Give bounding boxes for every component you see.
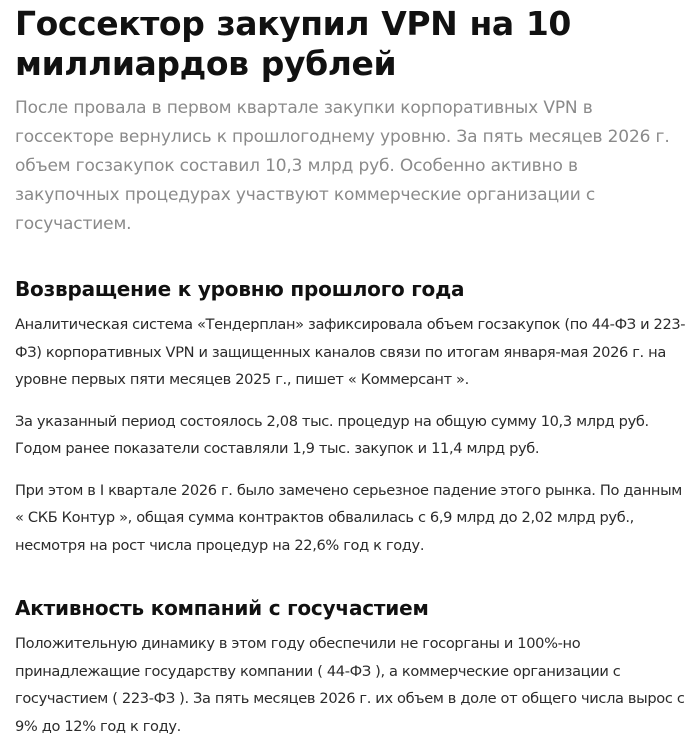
section-title: Возвращение к уровню прошлого года xyxy=(15,277,465,301)
article-lead: После провала в первом квартале закупки корпоративных VPN в госсекторе вернулись к прошлогоднему уровню. За пять месяцев 2026 г. объем госзакупок составил 10,3 млрд руб. Особенно активно в закупочных процедурах участвуют коммерческие организации с госучастием. xyxy=(15,98,670,234)
paragraph: При этом в I квартале 2026 г. было замечено серьезное падение этого рынка. По данным « СКБ Контур », общая сумма контрактов обвалилась с 6,9 млрд до 2,02 млрд руб., несмотря на рост числа процедур на 22,6% год к году. xyxy=(15,481,682,554)
section-state-owned-companies-activity xyxy=(15,594,687,740)
paragraph: Положительную динамику в этом году обеспечили не госорганы и 100%-но принадлежащие государству компании ( 44-ФЗ ), а коммерческие организации с госучастием ( 223-ФЗ ). За пять месяцев 2026 г. их объем в доле от общего числа вырос с 9% до 12% год к году. xyxy=(15,635,685,735)
paragraph: За указанный период состоялось 2,08 тыс. процедур на общую сумму 10,3 млрд руб. Годом ранее показатели составляли 1,9 тыс. закупок и 11,4 млрд руб. xyxy=(15,412,649,457)
section-return-to-last-year-level xyxy=(15,275,687,559)
article xyxy=(15,0,687,740)
paragraph: Аналитическая система «Тендерплан» зафиксировала объем госзакупок (по 44-ФЗ и 223-ФЗ) корпоративных VPN и защищенных каналов связи по итогам января-мая 2026 г. на уровне первых пяти месяцев 2025 г., пишет « Коммерсант ». xyxy=(15,316,686,388)
article-headline: Госсектор закупил VPN на 10 миллиардов рублей xyxy=(15,4,571,83)
section-title: Активность компаний с госучастием xyxy=(15,596,429,620)
